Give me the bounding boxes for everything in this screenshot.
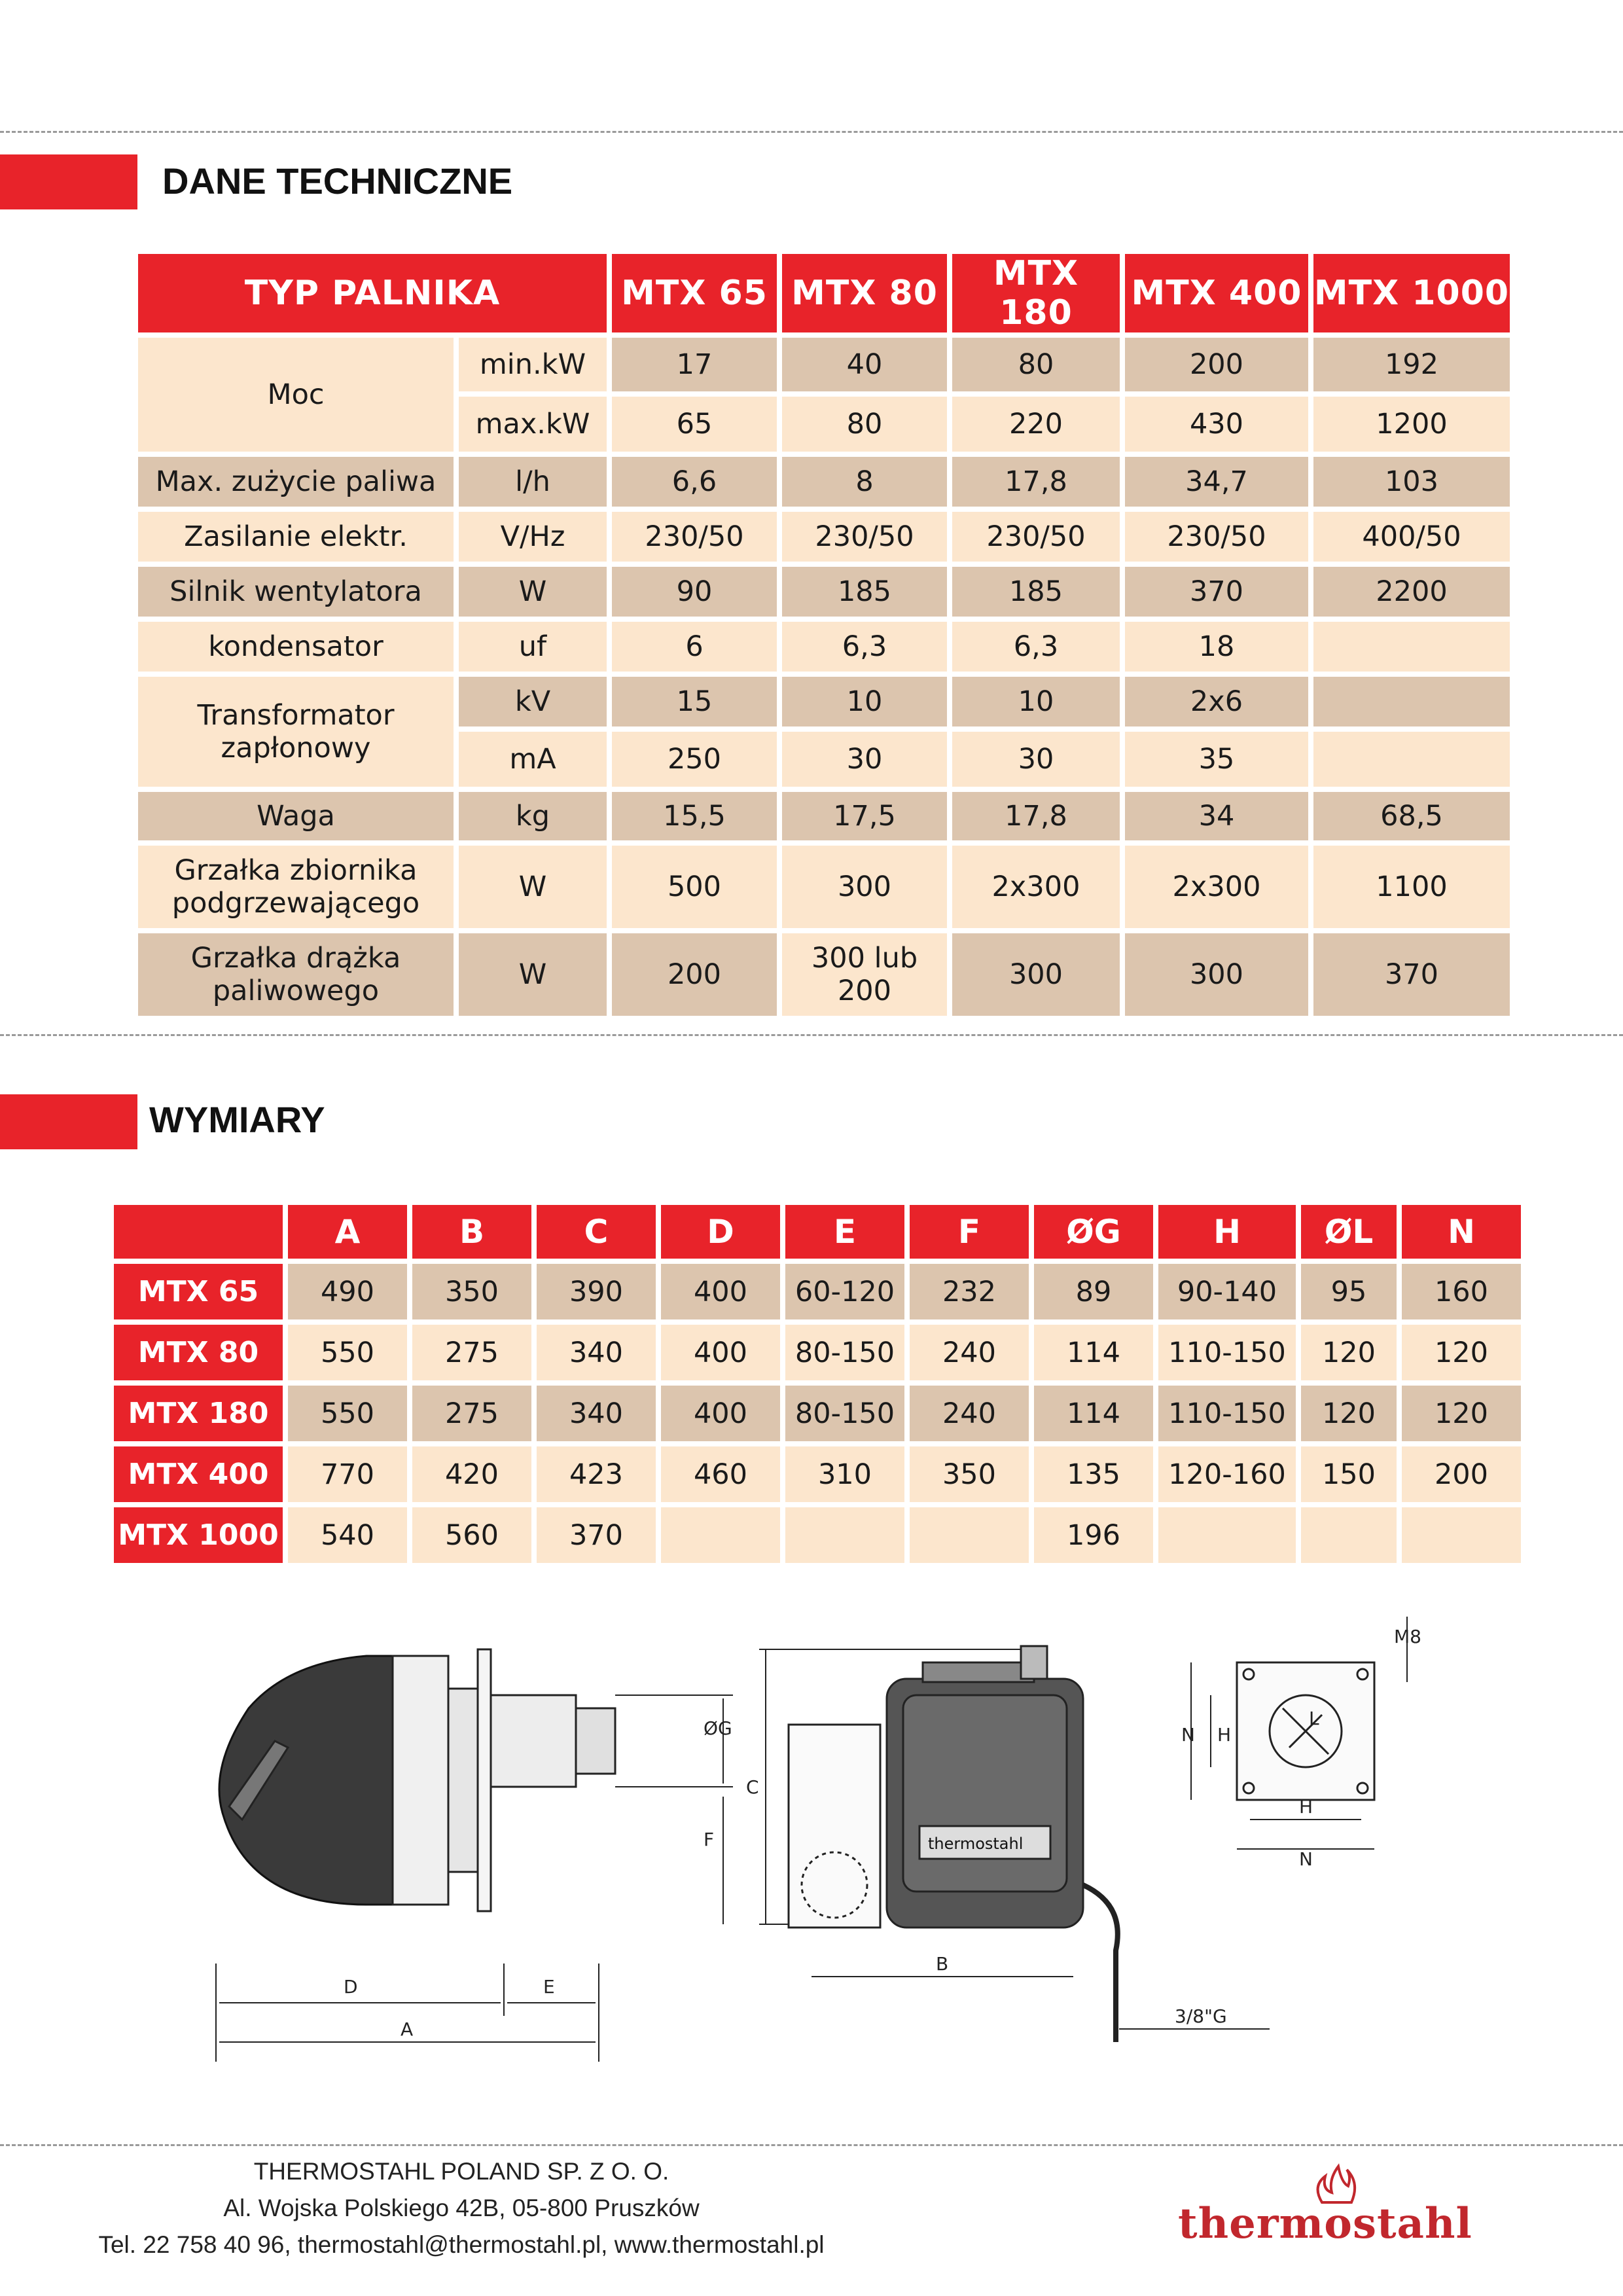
section-marker — [0, 1094, 137, 1149]
company-address: Al. Wojska Polskiego 42B, 05-800 Pruszków — [223, 2195, 700, 2221]
row-label: Moc — [138, 338, 454, 452]
cell: 15,5 — [612, 792, 777, 840]
cell: 196 — [1034, 1507, 1153, 1563]
row-label: Max. zużycie paliwa — [138, 457, 454, 507]
table-row — [138, 933, 1510, 1016]
cell: 350 — [910, 1446, 1029, 1502]
dim-label-b: B — [936, 1953, 949, 1975]
cell: 35 — [1125, 732, 1308, 787]
cell: 300 lub 200 — [782, 933, 947, 1016]
row-unit: uf — [459, 622, 607, 672]
table-row — [114, 1325, 1521, 1380]
row-label: Zasilanie elektr. — [138, 512, 454, 562]
cell: 192 — [1313, 338, 1510, 391]
cell: 10 — [952, 677, 1120, 726]
cell: 420 — [412, 1446, 531, 1502]
header-corner — [114, 1205, 283, 1259]
header-model: MTX 400 — [1125, 254, 1308, 332]
burner-front-view — [789, 1646, 1118, 2042]
cell: 80-150 — [785, 1325, 904, 1380]
cell: 68,5 — [1313, 792, 1510, 840]
section-marker — [0, 154, 137, 209]
row-unit: kg — [459, 792, 607, 840]
footer-contact — [59, 2153, 864, 2263]
header-model: MTX 80 — [782, 254, 947, 332]
divider — [0, 131, 1623, 133]
header-dim: ØL — [1301, 1205, 1397, 1259]
cell: 8 — [782, 457, 947, 507]
cell: 390 — [537, 1264, 656, 1319]
cell — [1158, 1507, 1296, 1563]
table-row — [138, 846, 1510, 928]
cell: 40 — [782, 338, 947, 391]
header-dim: H — [1158, 1205, 1296, 1259]
dim-label-g: ØG — [704, 1717, 732, 1739]
cell: 160 — [1402, 1264, 1521, 1319]
table-row — [138, 792, 1510, 840]
cell: 240 — [910, 1325, 1029, 1380]
cell — [1313, 622, 1510, 672]
cell: 120 — [1402, 1386, 1521, 1441]
dim-label-n-vertical: N — [1181, 1724, 1195, 1746]
cell — [661, 1507, 780, 1563]
cell: 340 — [537, 1325, 656, 1380]
cell: 150 — [1301, 1446, 1397, 1502]
burner-technical-drawing — [170, 1610, 1479, 2114]
cell: 114 — [1034, 1386, 1153, 1441]
table-row — [138, 677, 1510, 726]
cell: 560 — [412, 1507, 531, 1563]
cell: 400/50 — [1313, 512, 1510, 562]
row-model: MTX 80 — [114, 1325, 283, 1380]
cell: 400 — [661, 1325, 780, 1380]
table-row — [114, 1446, 1521, 1502]
cell: 400 — [661, 1386, 780, 1441]
dim-label-h-vertical: H — [1217, 1724, 1232, 1746]
header-model: MTX 180 — [952, 254, 1120, 332]
cell: 30 — [952, 732, 1120, 787]
cell: 430 — [1125, 397, 1308, 452]
cell: 110-150 — [1158, 1386, 1296, 1441]
header-dim: B — [412, 1205, 531, 1259]
cell: 120 — [1301, 1386, 1397, 1441]
table-row — [138, 622, 1510, 672]
cell: 89 — [1034, 1264, 1153, 1319]
table-row — [138, 338, 1510, 391]
dim-label-f: F — [704, 1829, 715, 1850]
dim-header-row — [114, 1205, 1521, 1259]
cell: 17,8 — [952, 457, 1120, 507]
cell: 80 — [952, 338, 1120, 391]
cell: 80 — [782, 397, 947, 452]
cell: 250 — [612, 732, 777, 787]
cell: 200 — [1125, 338, 1308, 391]
cell — [1301, 1507, 1397, 1563]
cell: 550 — [288, 1386, 407, 1441]
cell: 120 — [1301, 1325, 1397, 1380]
cell: 400 — [661, 1264, 780, 1319]
cell: 370 — [537, 1507, 656, 1563]
cell — [1313, 677, 1510, 726]
cell: 18 — [1125, 622, 1308, 672]
header-dim: N — [1402, 1205, 1521, 1259]
table-row — [114, 1386, 1521, 1441]
cell: 220 — [952, 397, 1120, 452]
cell: 135 — [1034, 1446, 1153, 1502]
row-unit: kV — [459, 677, 607, 726]
row-label: Waga — [138, 792, 454, 840]
cell: 300 — [1125, 933, 1308, 1016]
row-unit: l/h — [459, 457, 607, 507]
cell: 350 — [412, 1264, 531, 1319]
cell: 200 — [1402, 1446, 1521, 1502]
divider — [0, 1034, 1623, 1036]
cell: 1100 — [1313, 846, 1510, 928]
cell: 310 — [785, 1446, 904, 1502]
cell: 2x300 — [952, 846, 1120, 928]
table-row — [114, 1264, 1521, 1319]
cell: 770 — [288, 1446, 407, 1502]
row-label: Grzałka drążka paliwowego — [138, 933, 454, 1016]
cell: 423 — [537, 1446, 656, 1502]
logo-text: thermostahl — [1178, 2199, 1472, 2248]
cell: 90 — [612, 567, 777, 617]
header-dim: E — [785, 1205, 904, 1259]
dimensions-table — [109, 1200, 1526, 1568]
row-unit: V/Hz — [459, 512, 607, 562]
row-unit: W — [459, 933, 607, 1016]
header-dim: D — [661, 1205, 780, 1259]
cell: 6,6 — [612, 457, 777, 507]
row-unit: max.kW — [459, 397, 607, 452]
table-row — [114, 1507, 1521, 1563]
cell: 103 — [1313, 457, 1510, 507]
cell — [910, 1507, 1029, 1563]
row-unit: min.kW — [459, 338, 607, 391]
company-contact: Tel. 22 758 40 96, thermostahl@thermostahl.pl, www.thermostahl.pl — [98, 2231, 825, 2258]
cell: 300 — [782, 846, 947, 928]
table-row — [138, 567, 1510, 617]
header-dim: A — [288, 1205, 407, 1259]
header-model: MTX 1000 — [1313, 254, 1510, 332]
section-title-tech: DANE TECHNICZNE — [162, 160, 513, 202]
tech-data-table — [133, 249, 1515, 1021]
cell: 200 — [612, 933, 777, 1016]
cell: 65 — [612, 397, 777, 452]
cell: 185 — [952, 567, 1120, 617]
cell: 10 — [782, 677, 947, 726]
thermostahl-logo — [1178, 2160, 1492, 2258]
company-name: THERMOSTAHL POLAND SP. Z O. O. — [253, 2158, 669, 2185]
row-label: Grzałka zbiornika podgrzewającego — [138, 846, 454, 928]
row-label: Silnik wentylatora — [138, 567, 454, 617]
row-unit: W — [459, 846, 607, 928]
cell: 230/50 — [612, 512, 777, 562]
cell: 15 — [612, 677, 777, 726]
cell: 370 — [1125, 567, 1308, 617]
dim-label-l: L — [1309, 1708, 1319, 1729]
cell: 230/50 — [782, 512, 947, 562]
tech-header-row — [138, 254, 1510, 332]
cell: 120-160 — [1158, 1446, 1296, 1502]
dim-label-m8: M8 — [1394, 1626, 1421, 1647]
drawing-brand-label: thermostahl — [928, 1835, 1024, 1853]
header-burner-type: TYP PALNIKA — [138, 254, 607, 332]
row-model: MTX 400 — [114, 1446, 283, 1502]
cell: 500 — [612, 846, 777, 928]
burner-side-view — [219, 1649, 733, 1911]
cell: 340 — [537, 1386, 656, 1441]
dim-label-thread: 3/8"G — [1175, 2005, 1227, 2027]
cell: 2x6 — [1125, 677, 1308, 726]
cell: 275 — [412, 1386, 531, 1441]
cell: 232 — [910, 1264, 1029, 1319]
header-dim: C — [537, 1205, 656, 1259]
cell: 275 — [412, 1325, 531, 1380]
cell: 540 — [288, 1507, 407, 1563]
row-label: Transformator zapłonowy — [138, 677, 454, 787]
cell: 114 — [1034, 1325, 1153, 1380]
cell — [1313, 732, 1510, 787]
cell: 6,3 — [952, 622, 1120, 672]
cell: 2x300 — [1125, 846, 1308, 928]
cell: 230/50 — [1125, 512, 1308, 562]
dim-label-h: H — [1299, 1796, 1313, 1818]
cell — [1402, 1507, 1521, 1563]
header-dim: ØG — [1034, 1205, 1153, 1259]
cell: 17 — [612, 338, 777, 391]
row-unit: mA — [459, 732, 607, 787]
cell: 95 — [1301, 1264, 1397, 1319]
cell: 34 — [1125, 792, 1308, 840]
cell: 370 — [1313, 933, 1510, 1016]
dim-label-d: D — [344, 1976, 358, 1998]
header-model: MTX 65 — [612, 254, 777, 332]
row-model: MTX 65 — [114, 1264, 283, 1319]
cell: 30 — [782, 732, 947, 787]
cell — [785, 1507, 904, 1563]
dim-label-c: C — [746, 1776, 759, 1798]
table-row — [138, 457, 1510, 507]
header-dim: F — [910, 1205, 1029, 1259]
cell: 2200 — [1313, 567, 1510, 617]
row-model: MTX 1000 — [114, 1507, 283, 1563]
section-title-dimensions: WYMIARY — [149, 1099, 325, 1140]
row-label: kondensator — [138, 622, 454, 672]
cell: 240 — [910, 1386, 1029, 1441]
dim-label-e: E — [543, 1976, 555, 1998]
cell: 550 — [288, 1325, 407, 1380]
dim-label-n: N — [1299, 1848, 1313, 1870]
divider — [0, 2144, 1623, 2146]
row-model: MTX 180 — [114, 1386, 283, 1441]
cell: 17,5 — [782, 792, 947, 840]
dim-label-a: A — [401, 2018, 414, 2040]
cell: 80-150 — [785, 1386, 904, 1441]
cell: 6 — [612, 622, 777, 672]
cell: 60-120 — [785, 1264, 904, 1319]
cell: 460 — [661, 1446, 780, 1502]
cell: 185 — [782, 567, 947, 617]
table-row — [138, 512, 1510, 562]
cell: 6,3 — [782, 622, 947, 672]
cell: 90-140 — [1158, 1264, 1296, 1319]
cell: 17,8 — [952, 792, 1120, 840]
cell: 230/50 — [952, 512, 1120, 562]
row-unit: W — [459, 567, 607, 617]
cell: 1200 — [1313, 397, 1510, 452]
cell: 120 — [1402, 1325, 1521, 1380]
cell: 300 — [952, 933, 1120, 1016]
cell: 110-150 — [1158, 1325, 1296, 1380]
cell: 490 — [288, 1264, 407, 1319]
cell: 34,7 — [1125, 457, 1308, 507]
